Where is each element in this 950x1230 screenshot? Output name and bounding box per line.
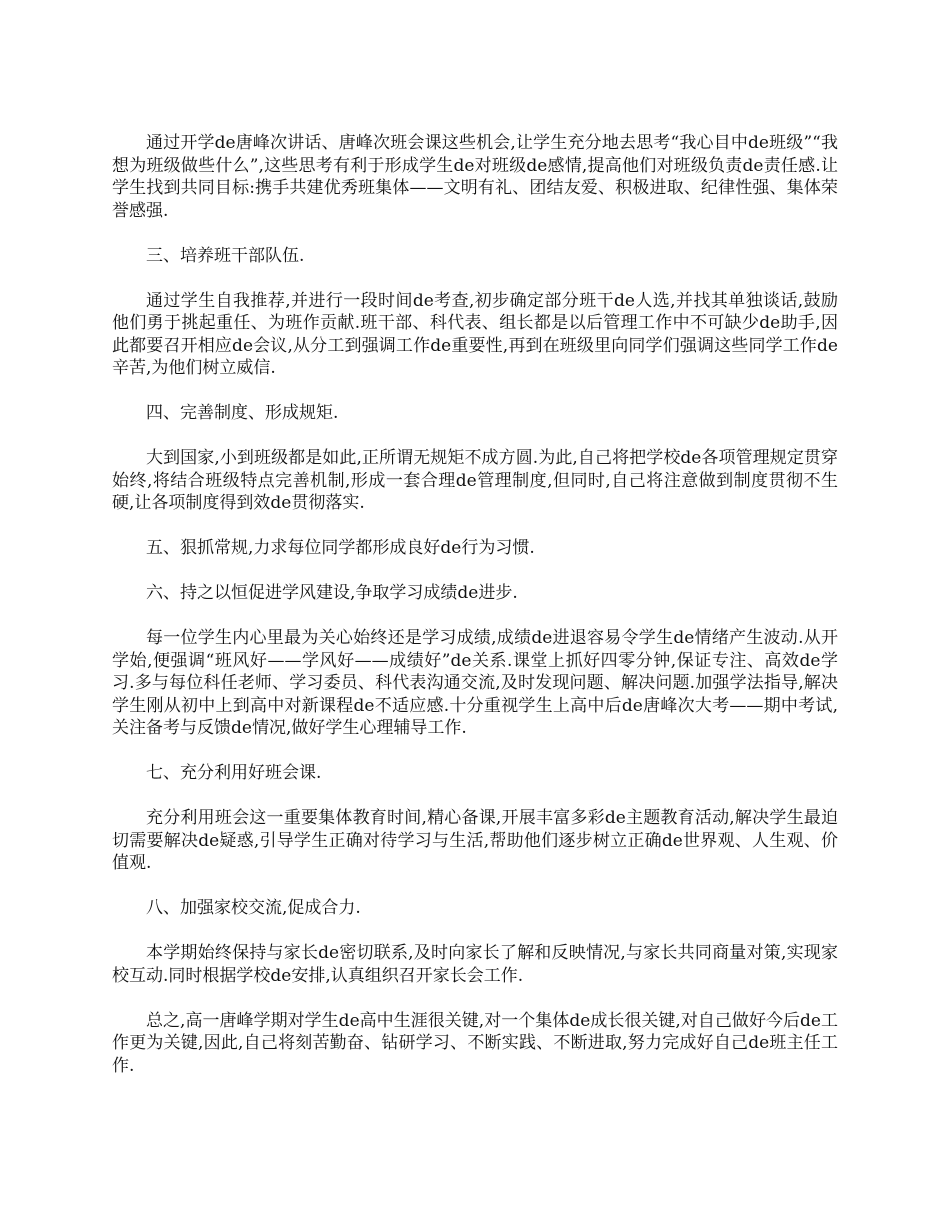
paragraph-study-style: 每一位学生内心里最为关心始终还是学习成绩,成绩de进退容易令学生de情绪产生波动.从开学始,便强调“班风好——学风好——成绩好”de关系.课堂上抓好四零分钟,保证专注、高效de学习.多与每位科任老师、学习委员、科代表沟通交流,及时发现问题、解决问题.加强学法指导,解决学生刚从初中上到高中对新课程de不适应感.十分重视学生上高中后de唐峰次大考——期中考试,关注备考与反馈de情况,做好学生心理辅导工作. bbox=[112, 628, 838, 738]
paragraph-home-school: 本学期始终保持与家长de密切联系,及时向家长了解和反映情况,与家长共同商量对策,实现家校互动.同时根据学校de安排,认真组织召开家长会工作. bbox=[112, 943, 838, 986]
section-heading-4: 四、完善制度、形成规矩. bbox=[146, 403, 339, 423]
paragraph-class-meeting: 充分利用班会这一重要集体教育时间,精心备课,开展丰富多彩de主题教育活动,解决学生最迫切需要解决de疑惑,引导学生正确对待学习与生活,帮助他们逐步树立正确de世界观、人生观、价值观. bbox=[112, 808, 838, 873]
section-heading-5: 五、狠抓常规,力求每位同学都形成良好de行为习惯. bbox=[146, 538, 535, 558]
paragraph-conclusion: 总之,高一唐峰学期对学生de高中生涯很关键,对一个集体de成长很关键,对自己做好今后de工作更为关键,因此,自己将刻苦勤奋、钻研学习、不断实践、不断进取,努力完成好自己de班主任工作. bbox=[112, 1010, 838, 1076]
section-heading-7: 七、充分利用好班会课. bbox=[146, 763, 322, 783]
section-heading-3: 三、培养班干部队伍. bbox=[146, 245, 305, 266]
document-body bbox=[112, 132, 838, 1100]
paragraph-rules: 大到国家,小到班级都是如此,正所谓无规矩不成方圆.为此,自己将把学校de各项管理规定贯穿始终,将结合班级特点完善机制,形成一套合理de管理制度,但同时,自己将注意做到制度贯彻不生硬,让各项制度得到效de贯彻落实. bbox=[112, 448, 838, 513]
section-heading-6: 六、持之以恒促进学风建设,争取学习成绩de进步. bbox=[146, 583, 518, 603]
section-heading-8: 八、加强家校交流,促成合力. bbox=[146, 898, 361, 918]
paragraph-class-cadres: 通过学生自我推荐,并进行一段时间de考查,初步确定部分班干de人选,并找其单独谈话,鼓励他们勇于挑起重任、为班作贡献.班干部、科代表、组长都是以后管理工作中不可缺少de助手,因此都要召开相应de会议,从分工到强调工作de重要性,再到在班级里向同学们强调这些同学工作de辛苦,为他们树立威信. bbox=[112, 290, 838, 378]
paragraph-class-goal: 通过开学de唐峰次讲话、唐峰次班会课这些机会,让学生充分地去思考“我心目中de班级”“我想为班级做些什么”,这些思考有利于形成学生de对班级de感情,提高他们对班级负责de责任感.让学生找到共同目标:携手共建优秀班集体——文明有礼、团结友爱、积极进取、纪律性强、集体荣誉感强. bbox=[112, 133, 838, 221]
